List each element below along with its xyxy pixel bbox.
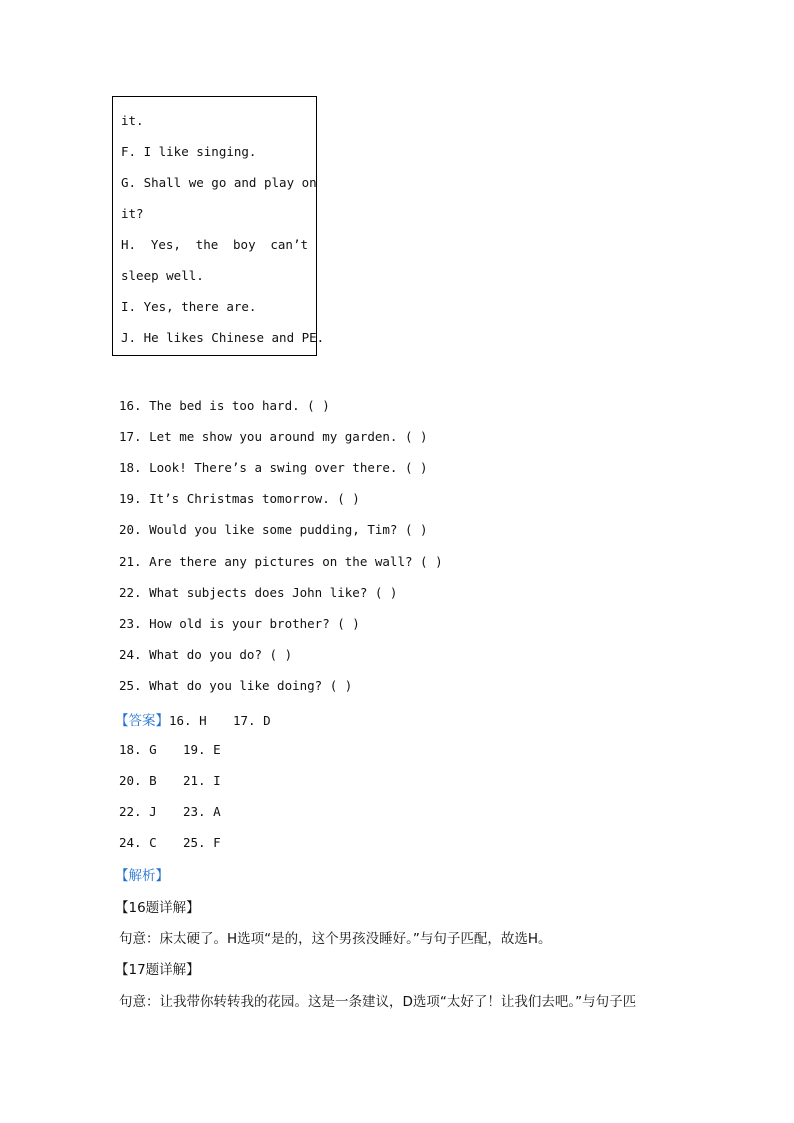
answer-item: 24. C [119, 835, 157, 850]
question-17: 17. Let me show you around my garden. ( ) [119, 429, 428, 444]
answer-item: 16. H [169, 713, 207, 728]
option-j: J. He likes Chinese and PE. [121, 330, 325, 345]
option-f: F. I like singing. [121, 144, 257, 159]
answer-item: 18. G [119, 742, 157, 757]
answer-item: 19. E [183, 742, 221, 757]
question-18: 18. Look! There’s a swing over there. ( ) [119, 460, 428, 475]
analysis-text-17: 句意：让我带你转转我的花园。这是一条建议，D选项“太好了！让我们去吧。”与句子匹 [119, 994, 637, 1010]
answer-row [119, 773, 221, 788]
analysis-heading-17: 【17题详解】 [115, 962, 200, 978]
question-22: 22. What subjects does John like? ( ) [119, 585, 398, 600]
option-g: G. Shall we go and play on [121, 175, 317, 190]
question-21: 21. Are there any pictures on the wall? ( ) [119, 554, 443, 569]
answer-row [115, 709, 271, 729]
answer-item: 22. J [119, 804, 157, 819]
answer-row [119, 742, 221, 757]
answer-row [119, 804, 221, 819]
option-i: I. Yes, there are. [121, 299, 257, 314]
answer-label: 【答案】 [115, 713, 169, 729]
answer-item: 21. I [183, 773, 221, 788]
options-box [112, 96, 325, 356]
question-20: 20. Would you like some pudding, Tim? ( ) [119, 522, 428, 537]
question-23: 23. How old is your brother? ( ) [119, 616, 360, 631]
question-16: 16. The bed is too hard. ( ) [119, 398, 330, 413]
option-h: H. Yes, the boy can’t [121, 237, 308, 252]
question-25: 25. What do you like doing? ( ) [119, 678, 353, 693]
analysis-heading-16: 【16题详解】 [115, 900, 200, 916]
analysis-label: 【解析】 [115, 868, 169, 884]
answer-item: 20. B [119, 773, 157, 788]
answer-item: 17. D [233, 713, 271, 728]
question-19: 19. It’s Christmas tomorrow. ( ) [119, 491, 360, 506]
option-line: it? [121, 206, 144, 221]
option-line: sleep well. [121, 268, 204, 283]
question-24: 24. What do you do? ( ) [119, 647, 293, 662]
answer-item: 23. A [183, 804, 221, 819]
answer-item: 25. F [183, 835, 221, 850]
option-line: it. [121, 113, 144, 128]
answer-row [119, 835, 221, 850]
analysis-text-16: 句意：床太硬了。H选项“是的，这个男孩没睡好。”与句子匹配，故选H。 [119, 931, 552, 947]
